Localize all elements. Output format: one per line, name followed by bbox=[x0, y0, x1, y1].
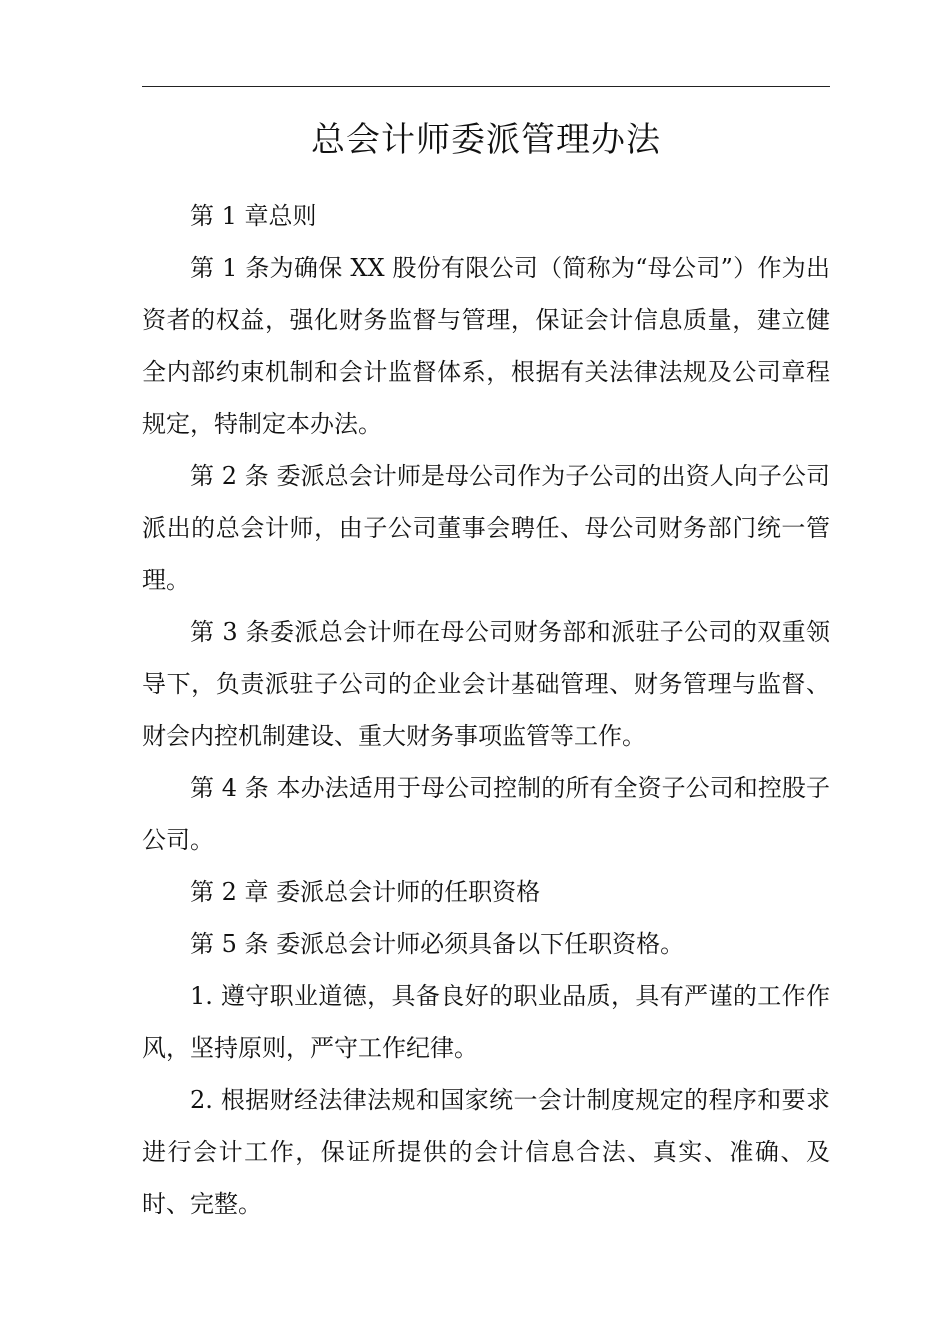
document-title: 总会计师委派管理办法 bbox=[311, 120, 661, 160]
article-2: 第 2 条 委派总会计师是母公司作为子公司的出资人向子公司派出的总会计师，由子公司董事会聘任、母公司财务部门统一管理。 bbox=[142, 462, 830, 594]
article-5: 第 5 条 委派总会计师必须具备以下任职资格。 bbox=[190, 930, 685, 958]
article-4: 第 4 条 本办法适用于母公司控制的所有全资子公司和控股子公司。 bbox=[142, 774, 830, 854]
chapter-2-heading: 第 2 章 委派总会计师的任职资格 bbox=[190, 878, 541, 906]
document-body bbox=[142, 190, 830, 1230]
qualification-item-2: 2. 根据财经法律法规和国家统一会计制度规定的程序和要求进行会计工作，保证所提供的会计信息合法、真实、准确、及时、完整。 bbox=[142, 1086, 830, 1218]
qualification-item-1: 1. 遵守职业道德，具备良好的职业品质，具有严谨的工作作风，坚持原则，严守工作纪律。 bbox=[142, 982, 830, 1062]
header-rule bbox=[142, 86, 830, 87]
chapter-1-heading: 第 1 章总则 bbox=[190, 202, 317, 230]
article-3: 第 3 条委派总会计师在母公司财务部和派驻子公司的双重领导下，负责派驻子公司的企业会计基础管理、财务管理与监督、财会内控机制建设、重大财务事项监管等工作。 bbox=[142, 618, 830, 750]
article-1: 第 1 条为确保 XX 股份有限公司（简称为“母公司”）作为出资者的权益，强化财务监督与管理，保证会计信息质量，建立健全内部约束机制和会计监督体系，根据有关法律法规及公司章程规定，特制定本办法。 bbox=[142, 254, 830, 438]
